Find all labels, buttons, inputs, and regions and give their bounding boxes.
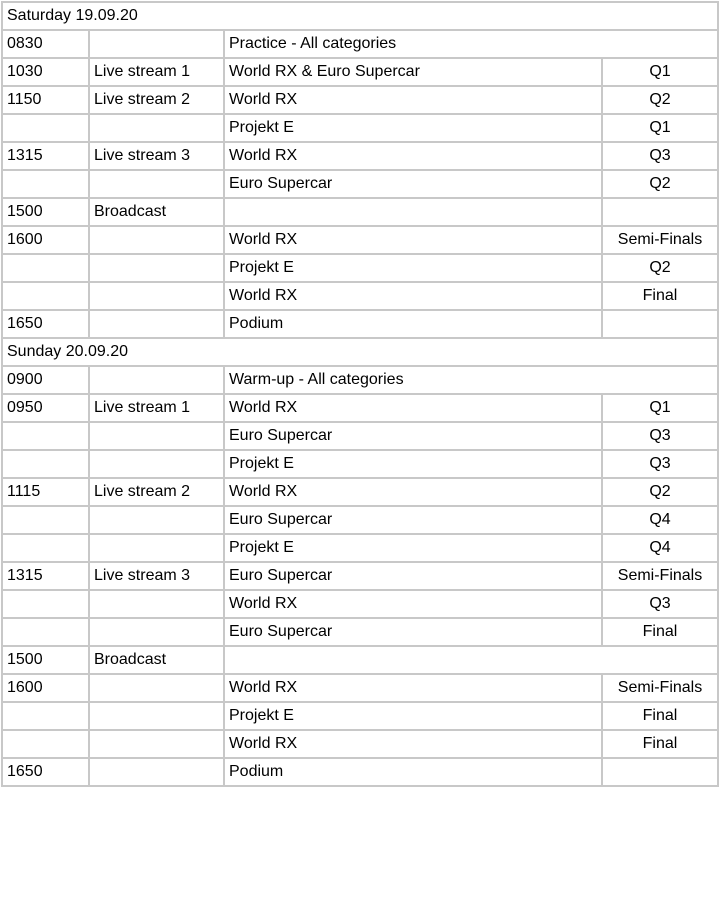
stage-cell: Q1	[602, 114, 718, 142]
stage-cell: Q2	[602, 254, 718, 282]
stream-cell	[89, 254, 224, 282]
stream-cell	[89, 618, 224, 646]
stream-cell	[89, 590, 224, 618]
stream-cell	[89, 450, 224, 478]
stream-cell	[89, 226, 224, 254]
event-cell: Projekt E	[224, 534, 602, 562]
stream-cell	[89, 534, 224, 562]
schedule-row	[2, 450, 718, 478]
schedule-row	[2, 142, 718, 170]
schedule-row	[2, 366, 718, 394]
stream-cell	[89, 422, 224, 450]
stream-cell	[89, 170, 224, 198]
schedule-row	[2, 702, 718, 730]
schedule-body	[2, 2, 718, 786]
stream-cell: Broadcast	[89, 198, 224, 226]
time-cell: 0900	[2, 366, 89, 394]
stream-cell	[89, 282, 224, 310]
stage-cell: Q3	[602, 142, 718, 170]
stage-cell: Final	[602, 730, 718, 758]
stream-cell: Live stream 1	[89, 394, 224, 422]
event-cell: Euro Supercar	[224, 618, 602, 646]
schedule-row	[2, 198, 718, 226]
stage-cell: Final	[602, 618, 718, 646]
schedule-row	[2, 590, 718, 618]
time-cell	[2, 590, 89, 618]
schedule-row	[2, 730, 718, 758]
stage-cell: Q3	[602, 590, 718, 618]
time-cell: 0950	[2, 394, 89, 422]
day-label: Saturday 19.09.20	[2, 2, 718, 30]
stream-cell	[89, 730, 224, 758]
stream-cell	[89, 310, 224, 338]
schedule-row	[2, 30, 718, 58]
time-cell	[2, 282, 89, 310]
event-cell: Projekt E	[224, 450, 602, 478]
schedule-row	[2, 282, 718, 310]
stage-cell: Semi-Finals	[602, 674, 718, 702]
stream-cell: Live stream 2	[89, 478, 224, 506]
schedule-row	[2, 758, 718, 786]
time-cell: 0830	[2, 30, 89, 58]
stage-cell: Q1	[602, 394, 718, 422]
event-cell: Podium	[224, 310, 602, 338]
schedule-row	[2, 562, 718, 590]
time-cell	[2, 114, 89, 142]
time-cell	[2, 422, 89, 450]
stream-cell: Live stream 1	[89, 58, 224, 86]
time-cell: 1650	[2, 758, 89, 786]
event-cell: World RX	[224, 86, 602, 114]
time-cell: 1315	[2, 562, 89, 590]
time-cell	[2, 170, 89, 198]
event-cell: Projekt E	[224, 702, 602, 730]
stream-cell	[89, 366, 224, 394]
event-cell: Euro Supercar	[224, 170, 602, 198]
event-cell	[224, 646, 718, 674]
event-cell: Euro Supercar	[224, 506, 602, 534]
stage-cell: Final	[602, 702, 718, 730]
stage-cell	[602, 310, 718, 338]
stage-cell: Final	[602, 282, 718, 310]
schedule-row	[2, 114, 718, 142]
time-cell	[2, 730, 89, 758]
stream-cell: Live stream 3	[89, 142, 224, 170]
event-cell: World RX	[224, 590, 602, 618]
stream-cell	[89, 702, 224, 730]
event-cell: World RX & Euro Supercar	[224, 58, 602, 86]
time-cell: 1600	[2, 226, 89, 254]
stage-cell: Q2	[602, 86, 718, 114]
schedule-row	[2, 170, 718, 198]
schedule-table	[1, 1, 719, 787]
event-cell: World RX	[224, 226, 602, 254]
event-cell: World RX	[224, 394, 602, 422]
stage-cell	[602, 758, 718, 786]
day-header-row	[2, 2, 718, 30]
event-cell: Euro Supercar	[224, 562, 602, 590]
stage-cell: Q3	[602, 450, 718, 478]
event-cell: World RX	[224, 282, 602, 310]
event-cell: Podium	[224, 758, 602, 786]
schedule-row	[2, 254, 718, 282]
schedule-row	[2, 674, 718, 702]
event-cell: Projekt E	[224, 254, 602, 282]
schedule-row	[2, 394, 718, 422]
event-cell	[224, 198, 602, 226]
schedule-row	[2, 534, 718, 562]
time-cell	[2, 254, 89, 282]
event-cell: World RX	[224, 142, 602, 170]
time-cell	[2, 618, 89, 646]
schedule-row	[2, 618, 718, 646]
time-cell	[2, 534, 89, 562]
event-cell: World RX	[224, 478, 602, 506]
stream-cell	[89, 758, 224, 786]
stream-cell	[89, 674, 224, 702]
event-cell: World RX	[224, 674, 602, 702]
stream-cell	[89, 506, 224, 534]
stream-cell: Live stream 3	[89, 562, 224, 590]
stage-cell: Semi-Finals	[602, 562, 718, 590]
stream-cell	[89, 114, 224, 142]
time-cell: 1500	[2, 646, 89, 674]
day-label: Sunday 20.09.20	[2, 338, 718, 366]
schedule-row	[2, 86, 718, 114]
schedule-row	[2, 422, 718, 450]
time-cell: 1030	[2, 58, 89, 86]
stage-cell: Q2	[602, 170, 718, 198]
stage-cell: Q4	[602, 534, 718, 562]
stream-cell	[89, 30, 224, 58]
schedule-row	[2, 478, 718, 506]
stage-cell	[602, 198, 718, 226]
day-header-row	[2, 338, 718, 366]
stream-cell: Broadcast	[89, 646, 224, 674]
time-cell: 1500	[2, 198, 89, 226]
stage-cell: Q3	[602, 422, 718, 450]
event-cell: Euro Supercar	[224, 422, 602, 450]
time-cell: 1600	[2, 674, 89, 702]
time-cell	[2, 506, 89, 534]
schedule-row	[2, 310, 718, 338]
schedule-row	[2, 226, 718, 254]
schedule-row	[2, 58, 718, 86]
stage-cell: Q1	[602, 58, 718, 86]
stream-cell: Live stream 2	[89, 86, 224, 114]
schedule-row	[2, 506, 718, 534]
time-cell: 1315	[2, 142, 89, 170]
stage-cell: Q4	[602, 506, 718, 534]
event-cell: Practice - All categories	[224, 30, 718, 58]
stage-cell: Semi-Finals	[602, 226, 718, 254]
time-cell	[2, 450, 89, 478]
event-cell: Warm-up - All categories	[224, 366, 718, 394]
event-cell: World RX	[224, 730, 602, 758]
stage-cell: Q2	[602, 478, 718, 506]
time-cell: 1150	[2, 86, 89, 114]
time-cell: 1115	[2, 478, 89, 506]
time-cell: 1650	[2, 310, 89, 338]
time-cell	[2, 702, 89, 730]
event-cell: Projekt E	[224, 114, 602, 142]
schedule-row	[2, 646, 718, 674]
